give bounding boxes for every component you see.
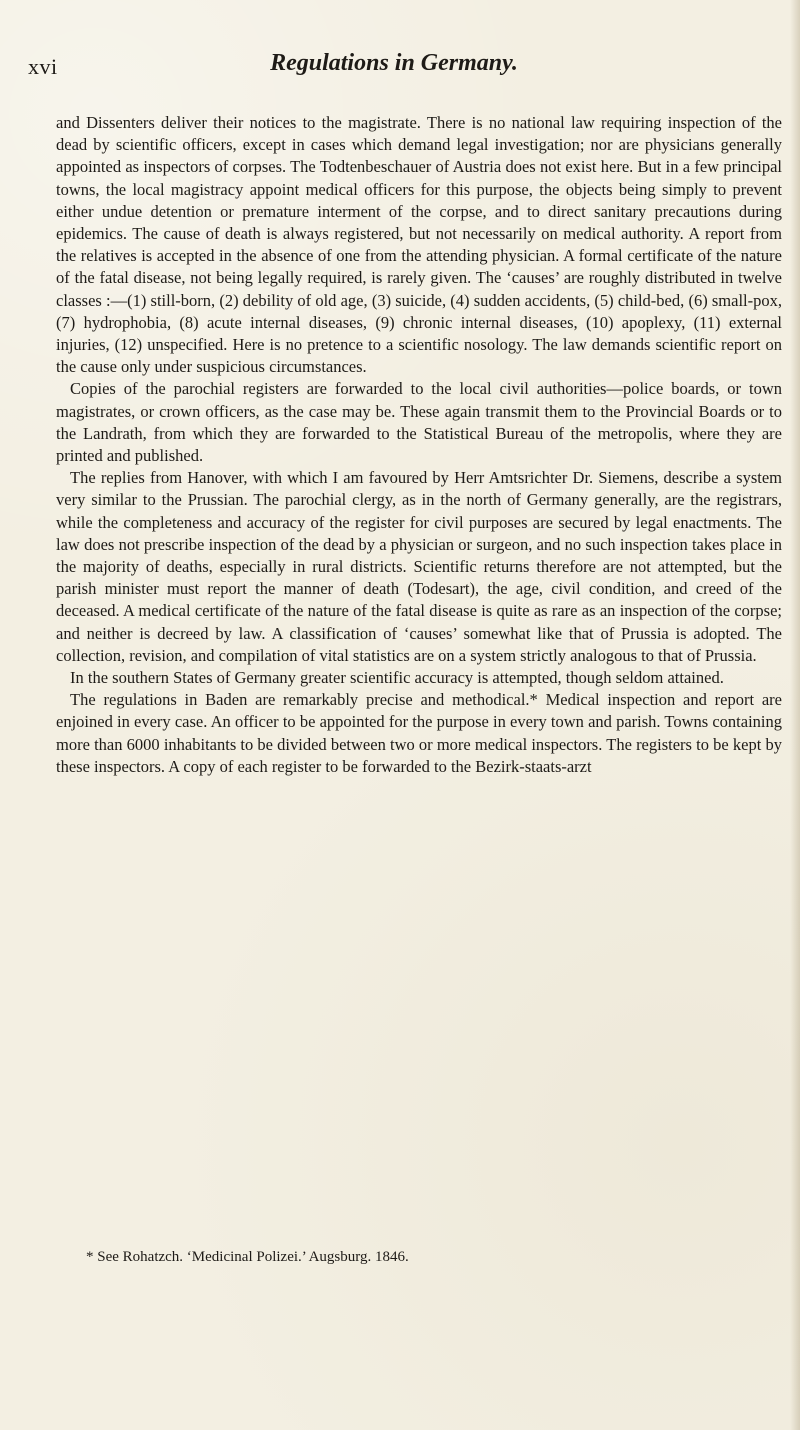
- running-head: [28, 50, 760, 84]
- page-title: Regulations in Germany.: [270, 50, 518, 76]
- footnote: * See Rohatzch. ‘Medicinal Polizei.’ Augsburg. 1846.: [86, 1249, 409, 1265]
- main-text: [56, 112, 782, 778]
- paragraph: Copies of the parochial registers are forwarded to the local civil authorities—police boards, or town magistrates, or crown officers, as the case may be. These again transmit them to the Provincial Boards or to the Landrath, from which they are forwarded to the Statistical Bureau of the metropolis, where they are printed and published.: [56, 379, 782, 466]
- paragraph: The replies from Hanover, with which I am favoured by Herr Amtsrichter Dr. Siemens, describe a system very similar to the Prussian. The parochial clergy, as in the north of Germany generally, are the registrars, while the completeness and accuracy of the register for civil purposes are secured by legal enactments. The law does not prescribe inspection of the dead by a physician or surgeon, and no such inspection takes place in the majority of deaths, especially in rural districts. Scientific returns therefore are not attempted, but the parish minister must report the manner of death (Todesart), the age, civil condition, and creed of the deceased. A medical certificate of the nature of the fatal disease is quite as rare as an inspection of the corpse; and neither is decreed by law. A classification of ‘causes’ somewhat like that of Prussia is adopted. The collection, revision, and compilation of vital statistics are on a system strictly analogous to that of Prussia.: [56, 468, 782, 665]
- page-edge-shadow: [790, 0, 800, 1430]
- page-number: xvi: [28, 54, 58, 79]
- paragraph: In the southern States of Germany greater scientific accuracy is attempted, though seldom attained.: [70, 668, 724, 688]
- paragraph: The regulations in Baden are remarkably precise and methodical.* Medical inspection and report are enjoined in every case. An officer to be appointed for the purpose in every town and parish. Towns containing more than 6000 inhabitants to be divided between two or more medical inspectors. The registers to be kept by these inspectors. A copy of each register to be forwarded to the Bezirk-staats-arzt: [56, 690, 782, 776]
- paragraph: and Dissenters deliver their notices to the magistrate. There is no national law requiring inspection of the dead by scientific officers, except in cases which demand legal investigation; nor are physicians generally appointed as inspectors of corpses. The Todtenbeschauer of Austria does not exist here. But in a few principal towns, the local magistracy appoint medical officers for this purpose, the objects being simply to prevent either undue detention or premature interment of the corpse, and to direct sanitary precautions during epidemics. The cause of death is always registered, but not necessarily on medical authority. A report from the relatives is accepted in the absence of one from the attending physician. A formal certificate of the nature of the fatal disease, not being legally required, is rarely given. The ‘causes’ are roughly distributed in twelve classes :—(1) still-born, (2) debility of old age, (3) suicide, (4) sudden accidents, (5) child-bed, (6) small-pox, (7) hydrophobia, (8) acute internal diseases, (9) chronic internal diseases, (10) apoplexy, (11) external injuries, (12) unspecified. Here is no pretence to a scientific nosology. The law demands scientific report on the cause only under suspicious circumstances.: [56, 113, 782, 377]
